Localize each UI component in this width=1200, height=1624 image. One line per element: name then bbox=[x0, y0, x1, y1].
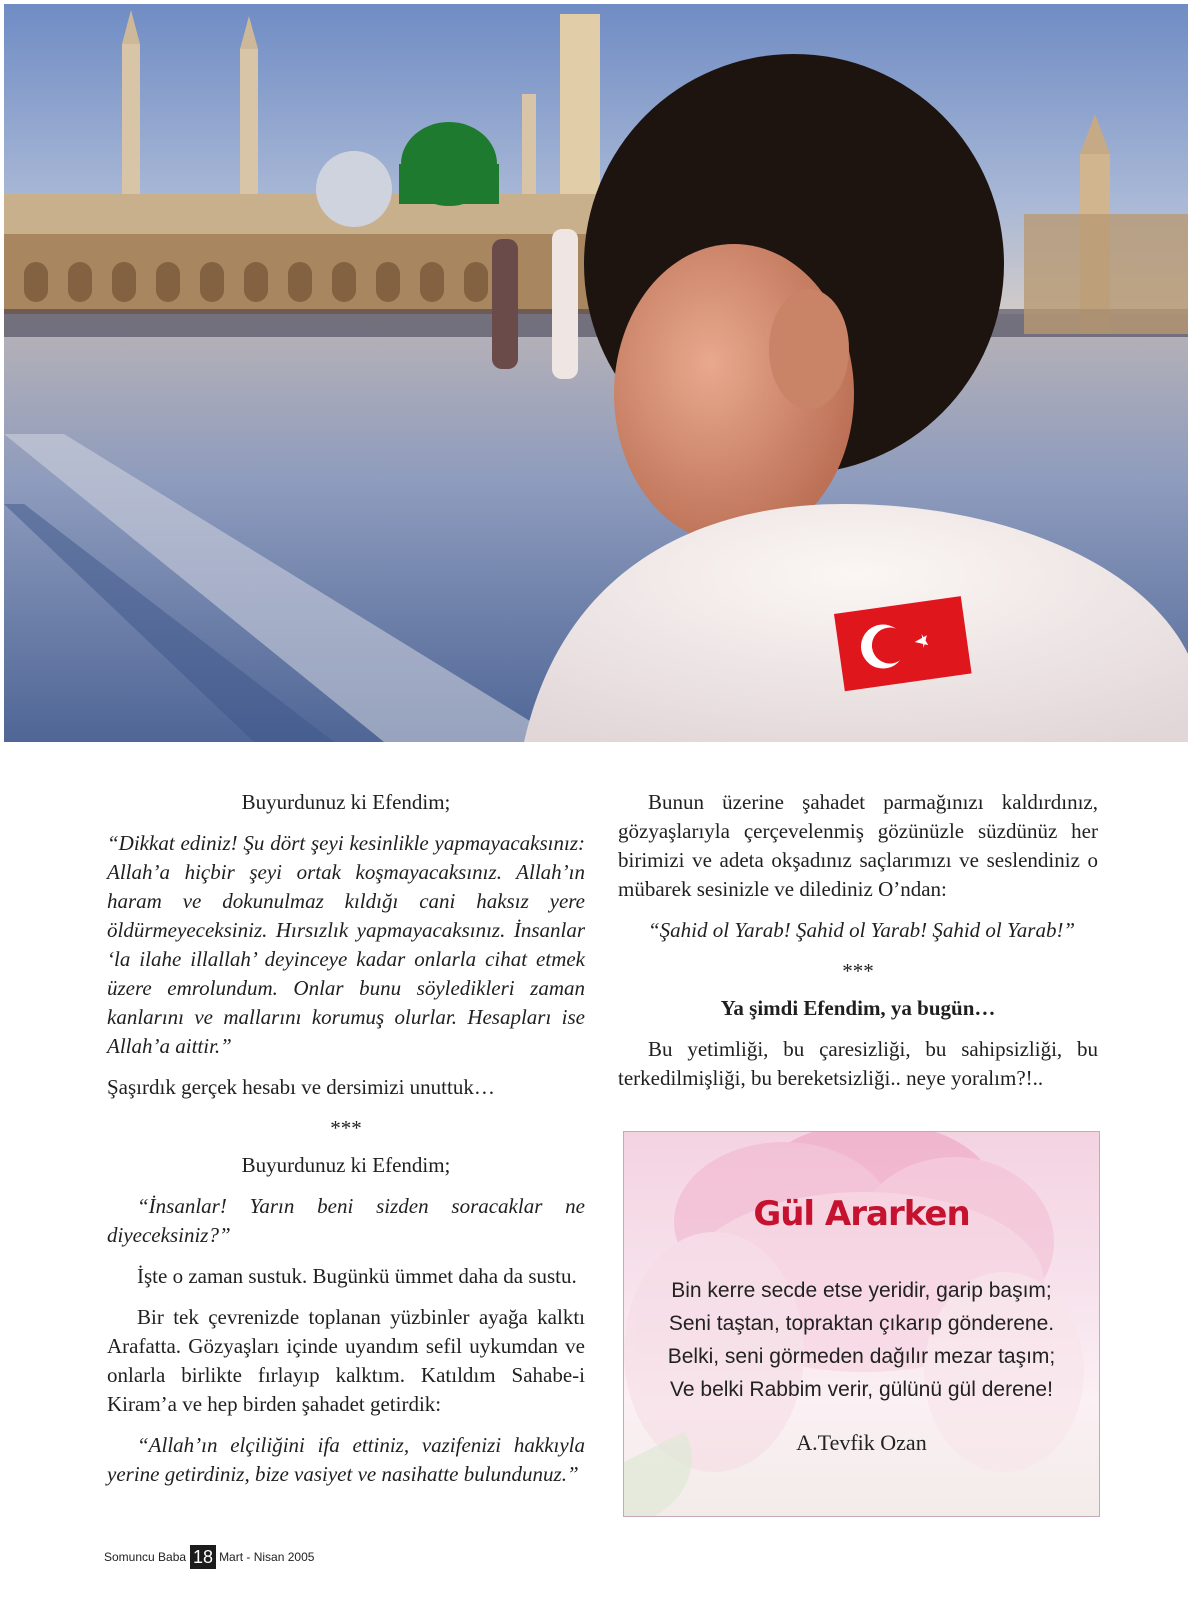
poem-line: Ve belki Rabbim verir, gülünü gül derene! bbox=[670, 1378, 1053, 1401]
poem-title: Gül Ararken bbox=[753, 1194, 970, 1234]
right-paragraph-1: Bunun üzerine şahadet parmağınızı kaldırdınız, gözyaşlarıyla çerçevelenmiş gözünüzle süzdünüz her birimizi ve adeta okşadınız saçlarımızı ve seslendiniz o mübarek sesinizle ve dilediniz O’ndan: bbox=[618, 790, 1098, 901]
issue-date: Mart - Nisan 2005 bbox=[219, 1550, 315, 1564]
right-heading: Ya şimdi Efendim, ya bugün… bbox=[720, 996, 996, 1020]
poem-line: Seni taştan, topraktan çıkarıp gönderene. bbox=[668, 1312, 1055, 1335]
left-quote-3: “Allah’ın elçiliğini ifa ettiniz, vazifenizi hakkıyla yerine getirdiniz, bize vasiyet ve nasihatte bulundunuz.” bbox=[107, 1433, 585, 1486]
poem-lines bbox=[624, 1274, 1099, 1406]
cover-photo bbox=[4, 4, 1188, 742]
right-quote-1: “Şahid ol Yarab! Şahid ol Yarab! Şahid ol Yarab!” bbox=[648, 918, 1076, 942]
poem-line: Bin kerre secde etse yeridir, garip başım; bbox=[671, 1279, 1052, 1302]
section-separator: *** bbox=[330, 1116, 362, 1140]
left-quote-2: “İnsanlar! Yarın beni sizden soracaklar ne diyeceksiniz?” bbox=[107, 1194, 585, 1247]
right-paragraph-4: Bu yetimliği, bu çaresizliği, bu sahipsizliği, bu terkedilmişliği, bu bereketsizliği.. neye yoralım?!.. bbox=[618, 1037, 1098, 1090]
left-paragraph-4: Buyurdunuz ki Efendim; bbox=[241, 1153, 451, 1177]
left-paragraph-3: Şaşırdık gerçek hesabı ve dersimizi unuttuk… bbox=[107, 1075, 495, 1099]
left-paragraph-7: Bir tek çevrenizde toplanan yüzbinler ayağa kalktı Arafatta. Gözyaşları içinde uyandım sefil uykumdan ve onlarla birlikte fırlayıp kalktım. Katıldım Sahabe-i Kiram’a ve hep birden şahadet getirdik: bbox=[107, 1305, 585, 1416]
mosque-child-illustration bbox=[4, 4, 1188, 742]
right-column bbox=[618, 788, 1098, 1105]
left-paragraph-1: Buyurdunuz ki Efendim; bbox=[241, 790, 451, 814]
magazine-name: Somuncu Baba bbox=[104, 1550, 187, 1564]
poem-line: Belki, seni görmeden dağılır mezar taşım; bbox=[667, 1345, 1056, 1368]
left-quote-1: “Dikkat ediniz! Şu dört şeyi kesinlikle yapmayacaksınız: Allah’a hiçbir şeyi ortak koşmayacaksınız. Allah’ın haram ve dokunulmaz kıldığı cani haksız yere öldürmeyeceksiniz. Hırsızlık yapmayacaksınız. İnsanlar ‘la ilahe illallah’ deyinceye kadar onlarla cihat etmek üzere emrolundum. Onlar bunu söyledikleri zaman kanlarını ve mallarını korumuş olurlar. Hesapları ise Allah’a aittir.” bbox=[107, 831, 585, 1058]
poem-author: A.Tevfik Ozan bbox=[796, 1430, 927, 1455]
left-paragraph-6: İşte o zaman sustuk. Bugünkü ümmet daha da sustu. bbox=[137, 1264, 577, 1288]
page-footer bbox=[104, 1545, 314, 1569]
left-column bbox=[107, 788, 585, 1501]
page-number: 18 bbox=[190, 1545, 216, 1569]
section-separator: *** bbox=[842, 959, 874, 983]
poem-box bbox=[623, 1131, 1100, 1517]
